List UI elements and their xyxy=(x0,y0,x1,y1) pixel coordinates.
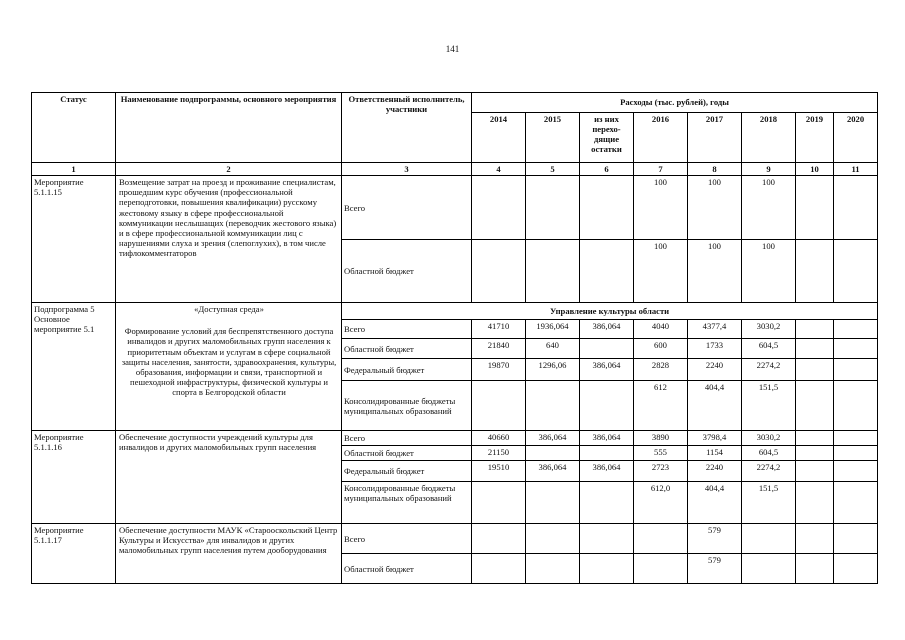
value-cell: 604,5 xyxy=(742,339,796,359)
header-expenses: Расходы (тыс. рублей), годы xyxy=(472,93,878,113)
value-cell xyxy=(526,381,580,431)
value-cell xyxy=(472,524,526,554)
value-cell: 3798,4 xyxy=(688,431,742,446)
col-num: 4 xyxy=(472,163,526,176)
value-cell xyxy=(834,320,878,339)
name-cell: Обеспечение доступности учреждений культуры для инвалидов и других маломобильных групп населения xyxy=(116,431,342,524)
value-cell: 2828 xyxy=(634,359,688,381)
col-num: 9 xyxy=(742,163,796,176)
value-cell xyxy=(580,381,634,431)
value-cell: 151,5 xyxy=(742,482,796,524)
value-cell xyxy=(834,339,878,359)
value-cell: 604,5 xyxy=(742,446,796,461)
header-name: Наименование подпрограммы, основного мероприятия xyxy=(116,93,342,163)
page-number: 141 xyxy=(445,44,460,54)
value-cell xyxy=(834,446,878,461)
value-cell xyxy=(834,524,878,554)
col-num: 1 xyxy=(32,163,116,176)
name-cell xyxy=(116,303,342,431)
value-cell: 41710 xyxy=(472,320,526,339)
value-cell: 404,4 xyxy=(688,381,742,431)
value-cell: 100 xyxy=(688,176,742,240)
value-cell: 100 xyxy=(634,176,688,240)
year-2019: 2019 xyxy=(796,113,834,163)
value-cell: 1733 xyxy=(688,339,742,359)
value-cell: 386,064 xyxy=(580,461,634,482)
value-cell xyxy=(580,240,634,303)
value-cell xyxy=(834,359,878,381)
column-number-row xyxy=(32,163,878,176)
status-cell: Мероприятие 5.1.1.17 xyxy=(32,524,116,584)
source-cell: Федеральный бюджет xyxy=(342,461,472,482)
value-cell xyxy=(834,431,878,446)
name-cell: Обеспечение доступности МАУК «Старооскольский Центр Культуры и Искусства» для инвалидов и других маломобильных групп населения путем дооборудования xyxy=(116,524,342,584)
year-2018: 2018 xyxy=(742,113,796,163)
value-cell xyxy=(796,461,834,482)
value-cell xyxy=(834,176,878,240)
value-cell: 1154 xyxy=(688,446,742,461)
table-row xyxy=(32,303,878,320)
value-cell: 579 xyxy=(688,524,742,554)
source-cell: Всего xyxy=(342,431,472,446)
value-cell xyxy=(580,482,634,524)
value-cell xyxy=(796,339,834,359)
value-cell: 404,4 xyxy=(688,482,742,524)
source-cell: Консолидированные бюджеты муниципальных образований xyxy=(342,482,472,524)
value-cell: 555 xyxy=(634,446,688,461)
source-cell: Областной бюджет xyxy=(342,240,472,303)
value-cell xyxy=(526,240,580,303)
value-cell: 4377,4 xyxy=(688,320,742,339)
value-cell: 612,0 xyxy=(634,482,688,524)
value-cell xyxy=(634,524,688,554)
value-cell xyxy=(834,240,878,303)
value-cell: 21840 xyxy=(472,339,526,359)
value-cell xyxy=(526,554,580,584)
col-num: 8 xyxy=(688,163,742,176)
value-cell: 600 xyxy=(634,339,688,359)
source-cell: Всего xyxy=(342,524,472,554)
source-cell: Областной бюджет xyxy=(342,339,472,359)
table-row xyxy=(32,524,878,554)
source-cell: Областной бюджет xyxy=(342,554,472,584)
col-num: 6 xyxy=(580,163,634,176)
value-cell xyxy=(834,482,878,524)
source-cell: Всего xyxy=(342,320,472,339)
status-cell: Подпрограмма 5 Основное мероприятие 5.1 xyxy=(32,303,116,431)
value-cell: 386,064 xyxy=(526,431,580,446)
subprogram-description: Формирование условий для беспрепятственного доступа инвалидов и других маломобильных групп населения к приоритетным объектам и услугам в сфере социальной защиты населения, занятости, здравоохранения, культуры, образования, информации и связи, транспортной и пешеходной инфраструктуры, физической культуры и спорта в Белгородской области xyxy=(121,326,337,398)
value-cell xyxy=(796,524,834,554)
value-cell: 19510 xyxy=(472,461,526,482)
value-cell: 2240 xyxy=(688,461,742,482)
col-num: 7 xyxy=(634,163,688,176)
value-cell xyxy=(796,381,834,431)
header-executor: Ответственный исполнитель, участники xyxy=(342,93,472,163)
value-cell xyxy=(742,554,796,584)
value-cell xyxy=(834,381,878,431)
value-cell: 3030,2 xyxy=(742,320,796,339)
col-num: 3 xyxy=(342,163,472,176)
source-cell: Областной бюджет xyxy=(342,446,472,461)
table-row xyxy=(32,176,878,240)
budget-table xyxy=(31,92,878,584)
value-cell xyxy=(580,339,634,359)
value-cell: 386,064 xyxy=(580,320,634,339)
table-row xyxy=(32,431,878,446)
value-cell: 386,064 xyxy=(580,359,634,381)
value-cell xyxy=(796,431,834,446)
year-carryover: из них перехо-дящие остатки xyxy=(580,113,634,163)
status-cell: Мероприятие 5.1.1.16 xyxy=(32,431,116,524)
value-cell xyxy=(526,446,580,461)
value-cell: 21150 xyxy=(472,446,526,461)
value-cell: 386,064 xyxy=(526,461,580,482)
value-cell: 2723 xyxy=(634,461,688,482)
value-cell xyxy=(580,176,634,240)
value-cell: 4040 xyxy=(634,320,688,339)
header-status: Статус xyxy=(32,93,116,163)
year-2017: 2017 xyxy=(688,113,742,163)
col-num: 5 xyxy=(526,163,580,176)
value-cell: 100 xyxy=(688,240,742,303)
value-cell: 1296,06 xyxy=(526,359,580,381)
value-cell: 2240 xyxy=(688,359,742,381)
value-cell: 612 xyxy=(634,381,688,431)
value-cell xyxy=(580,446,634,461)
value-cell xyxy=(796,482,834,524)
source-cell: Всего xyxy=(342,176,472,240)
value-cell: 100 xyxy=(742,176,796,240)
value-cell: 2274,2 xyxy=(742,461,796,482)
value-cell: 40660 xyxy=(472,431,526,446)
value-cell: 19870 xyxy=(472,359,526,381)
value-cell xyxy=(472,482,526,524)
value-cell xyxy=(796,240,834,303)
value-cell: 640 xyxy=(526,339,580,359)
col-num: 10 xyxy=(796,163,834,176)
year-2020: 2020 xyxy=(834,113,878,163)
header-row xyxy=(32,93,878,113)
value-cell xyxy=(526,176,580,240)
year-2015: 2015 xyxy=(526,113,580,163)
value-cell xyxy=(580,554,634,584)
value-cell xyxy=(580,524,634,554)
value-cell xyxy=(796,554,834,584)
value-cell: 579 xyxy=(688,554,742,584)
status-cell: Мероприятие 5.1.1.15 xyxy=(32,176,116,303)
col-num: 2 xyxy=(116,163,342,176)
year-2016: 2016 xyxy=(634,113,688,163)
value-cell: 151,5 xyxy=(742,381,796,431)
source-cell: Консолидированные бюджеты муниципальных образований xyxy=(342,381,472,431)
value-cell: 2274,2 xyxy=(742,359,796,381)
year-2014: 2014 xyxy=(472,113,526,163)
name-cell: Возмещение затрат на проезд и проживание специалистам, прошедшим курс обучения (профессиональной переподготовки, повышения квалификации) русскому жестовому языку в сфере профессиональной коммуникации неслышащих (переводчик жестового языка) и в сфере профессиональной коммуникации лиц с нарушениями слуха и зрения (слепоглухих), в том числе тифлокомментаторов xyxy=(116,176,342,303)
value-cell xyxy=(526,482,580,524)
value-cell xyxy=(472,176,526,240)
value-cell: 3030,2 xyxy=(742,431,796,446)
subprogram-title: «Доступная среда» xyxy=(194,304,264,315)
value-cell xyxy=(834,554,878,584)
value-cell xyxy=(742,524,796,554)
col-num: 11 xyxy=(834,163,878,176)
value-cell xyxy=(796,359,834,381)
value-cell xyxy=(834,461,878,482)
value-cell xyxy=(796,446,834,461)
value-cell xyxy=(472,240,526,303)
department-cell: Управление культуры области xyxy=(342,303,878,320)
value-cell xyxy=(472,554,526,584)
value-cell: 100 xyxy=(742,240,796,303)
value-cell: 1936,064 xyxy=(526,320,580,339)
value-cell xyxy=(796,320,834,339)
value-cell: 100 xyxy=(634,240,688,303)
value-cell xyxy=(472,381,526,431)
value-cell xyxy=(526,524,580,554)
value-cell xyxy=(634,554,688,584)
value-cell: 3890 xyxy=(634,431,688,446)
value-cell: 386,064 xyxy=(580,431,634,446)
source-cell: Федеральный бюджет xyxy=(342,359,472,381)
value-cell xyxy=(796,176,834,240)
